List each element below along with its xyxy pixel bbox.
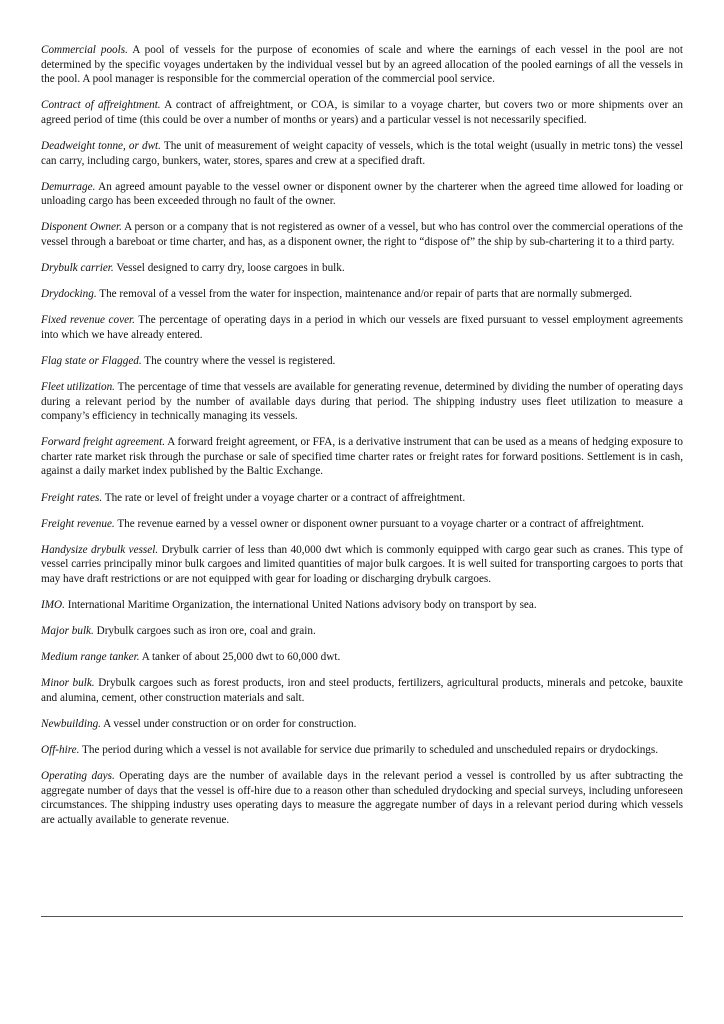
glossary-entry-freight-revenue [41, 517, 683, 532]
glossary-entry-drydocking [41, 287, 683, 302]
glossary-entry-deadweight-tonne [41, 139, 683, 168]
glossary-definition: Drybulk cargoes such as iron ore, coal and grain. [96, 625, 316, 638]
glossary-entry-commercial-pools [41, 43, 683, 87]
glossary-definition: Vessel designed to carry dry, loose cargoes in bulk. [116, 262, 345, 275]
glossary-definition: Drybulk cargoes such as forest products, iron and steel products, fertilizers, agricultural products, minerals and petcoke, bauxite and alumina, cement, other construction materials and salt. [41, 677, 683, 704]
glossary-term: Disponent Owner. [41, 221, 122, 234]
glossary-term: Commercial pools. [41, 44, 128, 56]
glossary-entry-fleet-utilization [41, 380, 683, 424]
glossary-term: Major bulk. [41, 625, 94, 638]
glossary-entry-demurrage [41, 180, 683, 209]
glossary-definition: The unit of measurement of weight capacity of vessels, which is the total weight (usually in metric tons) the vessel can carry, including cargo, bunkers, water, stores, spares and crew at a specified draft. [41, 139, 683, 167]
glossary-entry-major-bulk [41, 624, 683, 639]
glossary-definition: The country where the vessel is registered. [144, 354, 336, 367]
glossary-definition: A forward freight agreement, or FFA, is a derivative instrument that can be used as a means of hedging exposure to charter rate market risk through the purchase or sale of specified time charter rates or freight rates for forward positions. Settlement is in cash, against a daily market index published by the Baltic Exchange. [41, 436, 683, 478]
glossary-page [41, 43, 683, 839]
glossary-definition: The percentage of time that vessels are available for generating revenue, determined by dividing the number of operating days during a relevant period by the number of available days during that period. The shipping industry uses fleet utilization to measure a company’s efficiency in technically managing its vessels. [41, 381, 683, 423]
glossary-term: Forward freight agreement. [41, 436, 166, 449]
footer-divider [41, 916, 683, 917]
glossary-entry-disponent-owner [41, 220, 683, 249]
glossary-entry-minor-bulk [41, 676, 683, 705]
glossary-term: Fleet utilization. [41, 381, 115, 393]
glossary-term: Flag state or Flagged. [41, 354, 142, 367]
glossary-entry-imo [41, 598, 683, 613]
glossary-entry-newbuilding [41, 717, 683, 732]
glossary-term: Deadweight tonne, or dwt. [41, 139, 161, 152]
glossary-entry-fixed-revenue-cover [41, 313, 683, 342]
glossary-definition: A pool of vessels for the purpose of economies of scale and where the earnings of each vessel in the pool are not determined by the specific voyages undertaken by the individual vessel but by an agreed allocation of the pooled earnings of all the vessels in the pool. A pool manager is responsible for the commercial operation of the commercial pool service. [41, 44, 683, 86]
glossary-term: Freight revenue. [41, 517, 115, 530]
glossary-term: Operating days. [41, 770, 115, 783]
glossary-entry-operating-days [41, 769, 683, 827]
glossary-term: Freight rates. [41, 491, 103, 504]
glossary-definition: The percentage of operating days in a period in which our vessels are fixed pursuant to vessel employment agreements into which we have already entered. [41, 314, 683, 341]
glossary-term: Off-hire. [41, 744, 80, 757]
glossary-definition: Drybulk carrier of less than 40,000 dwt which is commonly equipped with cargo gear such as cranes. This type of vessel carries principally minor bulk cargoes and limited quantities of major bulk cargoes. It is well suited for transporting cargoes to ports that may have draft restrictions or are not equipped with gear for loading or discharging drybulk cargoes. [41, 543, 684, 585]
glossary-entry-flag-state [41, 354, 683, 369]
glossary-entry-drybulk-carrier [41, 261, 683, 276]
glossary-term: Newbuilding. [41, 718, 101, 730]
glossary-entry-medium-range-tanker [41, 650, 683, 665]
glossary-definition: The period during which a vessel is not available for service due primarily to scheduled and unscheduled repairs or drydockings. [82, 744, 659, 757]
glossary-definition: The rate or level of freight under a voyage charter or a contract of affreightment. [104, 491, 466, 504]
glossary-definition: A vessel under construction or on order for construction. [103, 718, 357, 730]
glossary-definition: A tanker of about 25,000 dwt to 60,000 dwt. [141, 651, 341, 664]
glossary-definition: The removal of a vessel from the water for inspection, maintenance and/or repair of parts that are normally submerged. [99, 288, 633, 301]
glossary-term: Fixed revenue cover. [41, 314, 135, 327]
glossary-entry-off-hire [41, 743, 683, 758]
glossary-definition: An agreed amount payable to the vessel owner or disponent owner by the charterer when the agreed time allowed for loading or unloading cargo has been exceeded through no fault of the owner. [41, 180, 683, 208]
glossary-term: Demurrage. [41, 180, 96, 193]
glossary-definition: A contract of affreightment, or COA, is similar to a voyage charter, but covers two or more shipments over an agreed period of time (this could be over a number of months or years) and a particular vessel is not necessarily specified. [41, 99, 683, 126]
glossary-definition: A person or a company that is not registered as owner of a vessel, but who has control over the commercial operations of the vessel through a bareboat or time charter, and has, as a disponent owner, the right to “dispose of” the ship by sub-chartering it to a third party. [41, 221, 683, 248]
glossary-definition: The revenue earned by a vessel owner or disponent owner pursuant to a voyage charter or a contract of affreightment. [117, 517, 644, 530]
glossary-definition: Operating days are the number of available days in the relevant period a vessel is controlled by us after subtracting the aggregate number of days that the vessel is off-hire due to a reason other than scheduled drydocking and special surveys, including unforeseen circumstances. The shipping industry uses operating days to measure the aggregate number of days in a relevant period during which vessels are actually available to generate revenue. [41, 770, 683, 826]
glossary-term: Drydocking. [41, 288, 97, 301]
glossary-term: Drybulk carrier. [41, 262, 114, 275]
glossary-term: Medium range tanker. [41, 651, 140, 664]
glossary-entry-freight-rates [41, 491, 683, 506]
glossary-definition: International Maritime Organization, the international United Nations advisory body on transport by sea. [67, 599, 537, 612]
glossary-entry-contract-of-affreightment [41, 98, 683, 127]
glossary-entry-handysize-drybulk-vessel [41, 543, 683, 587]
glossary-term: Contract of affreightment. [41, 99, 161, 112]
glossary-term: Handysize drybulk vessel. [41, 543, 159, 556]
glossary-entry-forward-freight-agreement [41, 435, 683, 479]
glossary-term: Minor bulk. [41, 677, 95, 690]
glossary-term: IMO. [41, 599, 65, 612]
